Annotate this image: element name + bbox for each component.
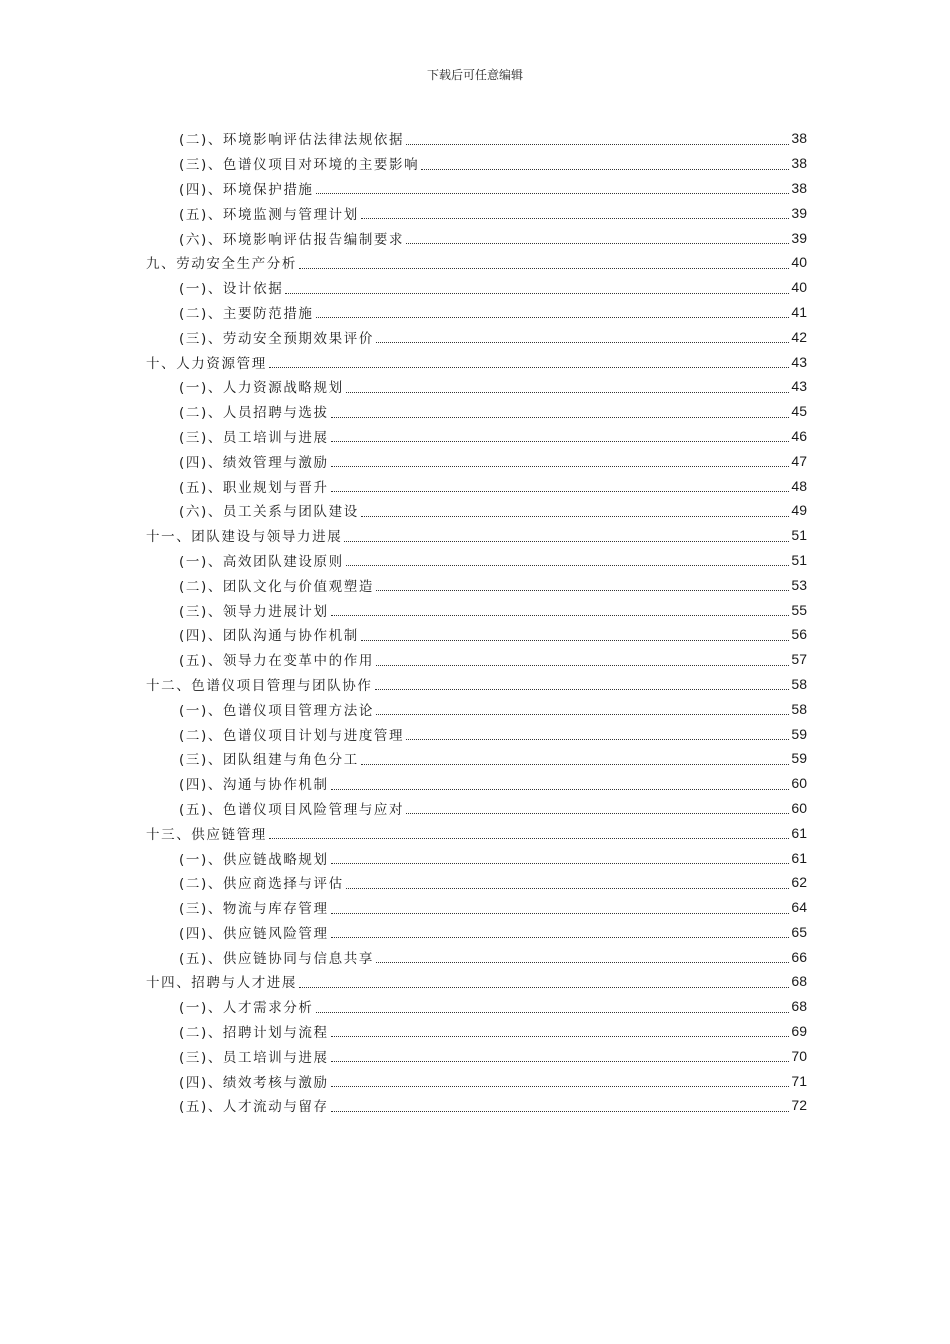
toc-entry-title: (三)、物流与库存管理 [179, 901, 329, 918]
toc-dot-leader [316, 316, 790, 318]
toc-section-entry[interactable] [179, 920, 807, 945]
toc-entry-title: (三)、劳动安全预期效果评价 [179, 330, 374, 347]
toc-entry-title: 十一、团队建设与领导力进展 [146, 529, 343, 546]
toc-dot-leader [376, 713, 789, 715]
toc-dot-leader [299, 986, 789, 988]
toc-entry-title: (二)、团队文化与价值观塑造 [179, 578, 374, 595]
toc-dot-leader [375, 688, 790, 690]
toc-dot-leader [331, 1110, 790, 1112]
toc-entry-title: (四)、绩效考核与激励 [179, 1074, 329, 1091]
toc-page-number: 57 [791, 651, 807, 668]
toc-page-number: 51 [791, 551, 807, 568]
toc-section-entry[interactable] [179, 746, 807, 771]
toc-dot-leader [269, 366, 790, 368]
toc-page-number: 47 [791, 452, 807, 469]
toc-entry-title: (一)、设计依据 [179, 281, 284, 298]
toc-entry-title: (一)、高效团队建设原则 [179, 553, 344, 570]
toc-chapter-entry[interactable] [146, 349, 807, 374]
toc-dot-leader [361, 639, 790, 641]
toc-entry-title: (二)、环境影响评估法律法规依据 [179, 132, 405, 149]
toc-dot-leader [344, 540, 789, 542]
toc-page-number: 55 [791, 601, 807, 618]
toc-section-entry[interactable] [179, 870, 807, 895]
toc-page-number: 48 [791, 477, 807, 494]
toc-dot-leader [316, 192, 790, 194]
toc-page-number: 71 [791, 1072, 807, 1089]
toc-section-entry[interactable] [179, 994, 807, 1019]
toc-section-entry[interactable] [179, 548, 807, 573]
toc-entry-title: (五)、环境监测与管理计划 [179, 206, 359, 223]
toc-entry-title: (二)、人员招聘与选拔 [179, 405, 329, 422]
toc-page-number: 42 [791, 328, 807, 345]
toc-page-number: 56 [791, 626, 807, 643]
toc-entry-title: (五)、人才流动与留存 [179, 1099, 329, 1116]
toc-entry-title: 九、劳动安全生产分析 [146, 256, 297, 273]
toc-page-number: 62 [791, 874, 807, 891]
toc-page-number: 51 [791, 527, 807, 544]
toc-chapter-entry[interactable] [146, 820, 807, 845]
toc-entry-title: (五)、领导力在变革中的作用 [179, 653, 374, 670]
toc-dot-leader [406, 143, 789, 145]
toc-chapter-entry[interactable] [146, 523, 807, 548]
toc-page-number: 53 [791, 576, 807, 593]
toc-chapter-entry[interactable] [146, 969, 807, 994]
toc-entry-title: (六)、员工关系与团队建设 [179, 504, 359, 521]
toc-entry-title: (三)、色谱仪项目对环境的主要影响 [179, 157, 420, 174]
toc-page-number: 43 [791, 353, 807, 370]
toc-chapter-entry[interactable] [146, 250, 807, 275]
toc-page-number: 46 [791, 427, 807, 444]
toc-page-number: 70 [791, 1047, 807, 1064]
toc-dot-leader [361, 515, 790, 517]
toc-entry-title: (二)、色谱仪项目计划与进度管理 [179, 727, 405, 744]
toc-section-entry[interactable] [179, 225, 807, 250]
toc-page-number: 72 [791, 1097, 807, 1114]
toc-page-number: 59 [791, 750, 807, 767]
toc-entry-title: (一)、供应链战略规划 [179, 851, 329, 868]
toc-page-number: 69 [791, 1023, 807, 1040]
toc-section-entry[interactable] [179, 176, 807, 201]
toc-dot-leader [331, 936, 790, 938]
toc-page-number: 45 [791, 403, 807, 420]
toc-entry-title: (四)、环境保护措施 [179, 181, 314, 198]
toc-entry-title: (五)、色谱仪项目风险管理与应对 [179, 801, 405, 818]
toc-section-entry[interactable] [179, 647, 807, 672]
toc-dot-leader [361, 763, 790, 765]
toc-entry-title: (四)、供应链风险管理 [179, 925, 329, 942]
toc-dot-leader [376, 589, 789, 591]
toc-page-number: 64 [791, 899, 807, 916]
toc-section-entry[interactable] [179, 1068, 807, 1093]
toc-section-entry[interactable] [179, 1043, 807, 1068]
toc-dot-leader [331, 862, 790, 864]
toc-page-number: 49 [791, 502, 807, 519]
toc-section-entry[interactable] [179, 424, 807, 449]
toc-entry-title: (二)、主要防范措施 [179, 305, 314, 322]
toc-dot-leader [331, 416, 790, 418]
toc-dot-leader [331, 1085, 790, 1087]
toc-section-entry[interactable] [179, 300, 807, 325]
toc-page-number: 43 [791, 378, 807, 395]
toc-page-number: 38 [791, 155, 807, 172]
toc-entry-title: 十三、供应链管理 [146, 826, 267, 843]
toc-dot-leader [316, 1011, 790, 1013]
toc-section-entry[interactable] [179, 473, 807, 498]
page-header: 下载后可任意编辑 [426, 68, 523, 82]
toc-section-entry[interactable] [179, 696, 807, 721]
toc-dot-leader [331, 465, 790, 467]
toc-page-number: 60 [791, 799, 807, 816]
toc-page-number: 58 [791, 675, 807, 692]
toc-entry-title: (三)、员工培训与进展 [179, 1049, 329, 1066]
table-of-contents [0, 126, 950, 1118]
toc-entry-title: (一)、色谱仪项目管理方法论 [179, 702, 374, 719]
toc-page-number: 61 [791, 849, 807, 866]
toc-section-entry[interactable] [179, 200, 807, 225]
toc-entry-title: (三)、团队组建与角色分工 [179, 752, 359, 769]
toc-entry-title: (三)、员工培训与进展 [179, 429, 329, 446]
toc-entry-title: (二)、招聘计划与流程 [179, 1025, 329, 1042]
toc-section-entry[interactable] [179, 151, 807, 176]
toc-section-entry[interactable] [179, 796, 807, 821]
toc-dot-leader [331, 440, 790, 442]
toc-dot-leader [376, 961, 789, 963]
toc-section-entry[interactable] [179, 572, 807, 597]
toc-page-number: 68 [791, 973, 807, 990]
toc-dot-leader [361, 217, 790, 219]
toc-section-entry[interactable] [179, 448, 807, 473]
toc-section-entry[interactable] [179, 498, 807, 523]
toc-dot-leader [285, 292, 789, 294]
toc-section-entry[interactable] [179, 895, 807, 920]
toc-dot-leader [406, 812, 789, 814]
toc-page-number: 40 [791, 279, 807, 296]
toc-section-entry[interactable] [179, 1019, 807, 1044]
toc-dot-leader [331, 788, 790, 790]
toc-page-number: 38 [791, 130, 807, 147]
toc-entry-title: 十、人力资源管理 [146, 355, 267, 372]
toc-dot-leader [346, 564, 790, 566]
toc-page-number: 60 [791, 775, 807, 792]
toc-dot-leader [331, 614, 790, 616]
toc-section-entry[interactable] [179, 275, 807, 300]
toc-section-entry[interactable] [179, 771, 807, 796]
toc-entry-title: 十四、招聘与人才进展 [146, 975, 297, 992]
toc-entry-title: (五)、供应链协同与信息共享 [179, 950, 374, 967]
toc-entry-title: (一)、人力资源战略规划 [179, 380, 344, 397]
toc-section-entry[interactable] [179, 845, 807, 870]
toc-section-entry[interactable] [179, 944, 807, 969]
toc-section-entry[interactable] [179, 374, 807, 399]
toc-page-number: 39 [791, 204, 807, 221]
toc-entry-title: (一)、人才需求分析 [179, 1000, 314, 1017]
toc-dot-leader [269, 837, 790, 839]
toc-entry-title: (四)、沟通与协作机制 [179, 777, 329, 794]
toc-section-entry[interactable] [179, 126, 807, 151]
toc-entry-title: (六)、环境影响评估报告编制要求 [179, 231, 405, 248]
toc-dot-leader [376, 664, 789, 666]
toc-page-number: 66 [791, 948, 807, 965]
toc-entry-title: (四)、团队沟通与协作机制 [179, 628, 359, 645]
toc-page-number: 61 [791, 824, 807, 841]
toc-page-number: 38 [791, 179, 807, 196]
toc-page-number: 40 [791, 254, 807, 271]
toc-section-entry[interactable] [179, 324, 807, 349]
toc-entry-title: (二)、供应商选择与评估 [179, 876, 344, 893]
toc-page-number: 59 [791, 725, 807, 742]
toc-entry-title: (四)、绩效管理与激励 [179, 454, 329, 471]
toc-section-entry[interactable] [179, 597, 807, 622]
toc-page-number: 41 [791, 303, 807, 320]
toc-dot-leader [331, 1035, 790, 1037]
toc-dot-leader [406, 738, 789, 740]
toc-section-entry[interactable] [179, 399, 807, 424]
toc-page-number: 65 [791, 923, 807, 940]
toc-page-number: 68 [791, 998, 807, 1015]
toc-dot-leader [299, 267, 789, 269]
toc-section-entry[interactable] [179, 622, 807, 647]
toc-dot-leader [346, 391, 790, 393]
toc-entry-title: (三)、领导力进展计划 [179, 603, 329, 620]
toc-entry-title: 十二、色谱仪项目管理与团队协作 [146, 677, 373, 694]
toc-page-number: 39 [791, 229, 807, 246]
toc-dot-leader [331, 912, 790, 914]
toc-section-entry[interactable] [179, 721, 807, 746]
toc-dot-leader [346, 887, 790, 889]
toc-section-entry[interactable] [179, 1093, 807, 1118]
toc-dot-leader [331, 490, 790, 492]
toc-dot-leader [406, 242, 789, 244]
toc-dot-leader [331, 1060, 790, 1062]
toc-chapter-entry[interactable] [146, 672, 807, 697]
toc-page-number: 58 [791, 700, 807, 717]
toc-dot-leader [421, 168, 789, 170]
toc-dot-leader [376, 341, 789, 343]
toc-entry-title: (五)、职业规划与晋升 [179, 479, 329, 496]
